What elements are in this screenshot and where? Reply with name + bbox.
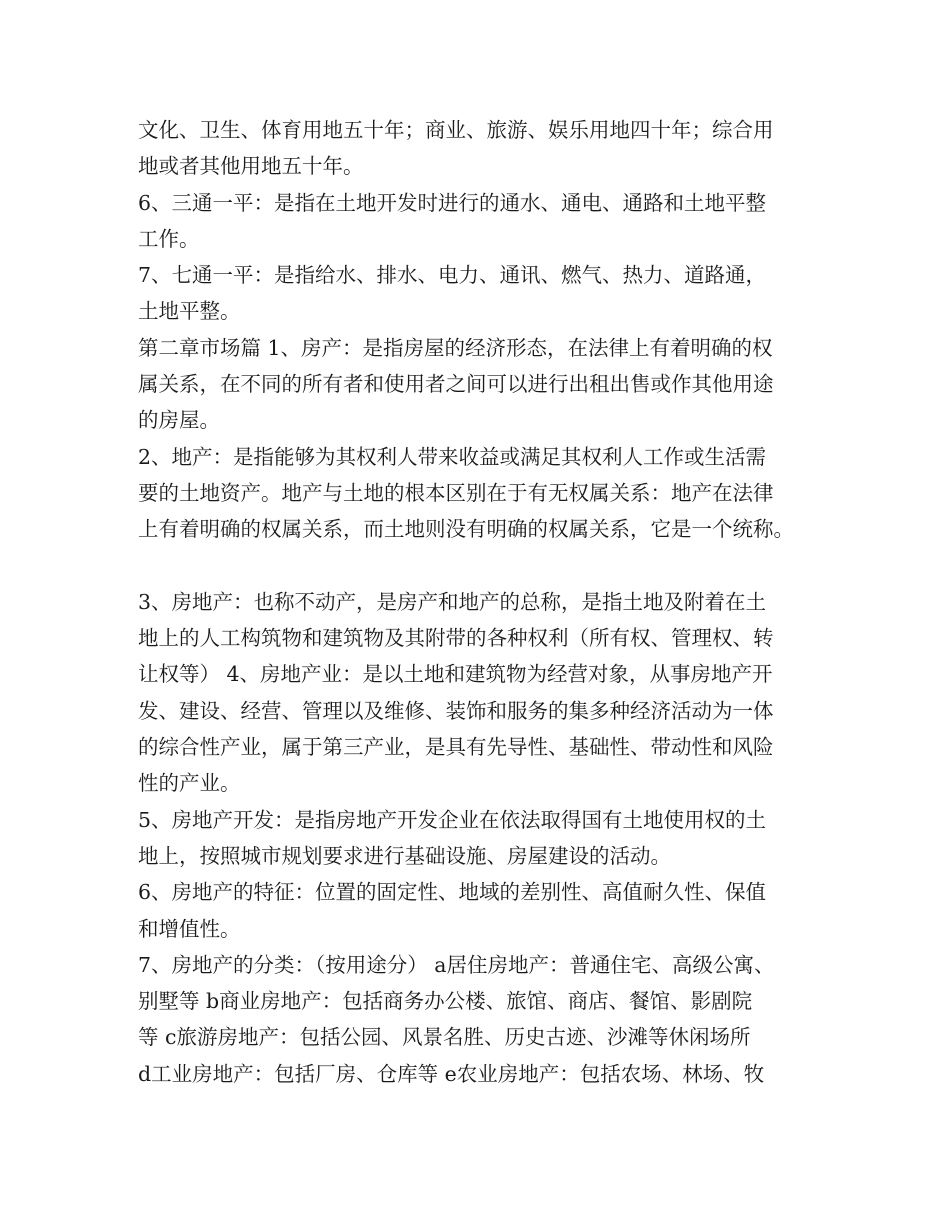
text-line: 5、房地产开发：是指房地产开发企业在依法取得国有土地使用权的土 [138,807,767,832]
text-line: 7、七通一平：是指给水、排水、电力、通讯、燃气、热力、道路通， [138,263,767,288]
text-line: 6、三通一平：是指在土地开发时进行的通水、通电、通路和土地平整 [138,190,767,215]
paragraph-gap [138,548,838,584]
text-line: 3、房地产：也称不动产，是房产和地产的总称，是指土地及附着在土 [138,589,767,614]
document-body [138,112,838,1092]
text-line: 的综合性产业，属于第三产业，是具有先导性、基础性、带动性和风险 [138,735,774,760]
text-line: 等 c旅游房地产：包括公园、风景名胜、历史古迹、沙滩等休闲场所 [138,1025,751,1050]
text-line: d工业房地产：包括厂房、仓库等 e农业房地产：包括农场、林场、牧 [138,1061,765,1086]
text-line: 的房屋。 [138,408,220,433]
text-line: 上有着明确的权属关系，而土地则没有明确的权属关系，它是一个统称。 [138,517,794,542]
text-line: 2、地产：是指能够为其权利人带来收益或满足其权利人工作或生活需 [138,444,767,469]
text-line: 地或者其他用地五十年。 [138,154,364,179]
text-line: 地上的人工构筑物和建筑物及其附带的各种权利（所有权、管理权、转 [138,626,774,651]
text-line: 别墅等 b商业房地产：包括商务办公楼、旅馆、商店、餐馆、影剧院 [138,989,753,1014]
text-line: 文化、卫生、体育用地五十年；商业、旅游、娱乐用地四十年；综合用 [138,118,774,142]
text-line: 要的土地资产。地产与土地的根本区别在于有无权属关系：地产在法律 [138,480,774,505]
text-line: 让权等） 4、房地产业：是以土地和建筑物为经营对象，从事房地产开 [138,662,773,687]
text-line: 地上，按照城市规划要求进行基础设施、房屋建设的活动。 [138,843,671,868]
text-line: 性的产业。 [138,771,241,796]
text-line: 工作。 [138,226,200,251]
text-line: 6、房地产的特征：位置的固定性、地域的差别性、高值耐久性、保值 [138,880,767,905]
text-line: 7、房地产的分类：（按用途分） a居住房地产：普通住宅、高级公寓、 [138,952,775,977]
text-line: 发、建设、经营、管理以及维修、装饰和服务的集多种经济活动为一体 [138,698,774,723]
text-line: 属关系，在不同的所有者和使用者之间可以进行出租出售或作其他用途 [138,372,774,397]
text-line: 和增值性。 [138,916,241,941]
text-line: 第二章市场篇 1、房产：是指房屋的经济形态，在法律上有着明确的权 [138,335,773,360]
text-line: 土地平整。 [138,299,241,324]
